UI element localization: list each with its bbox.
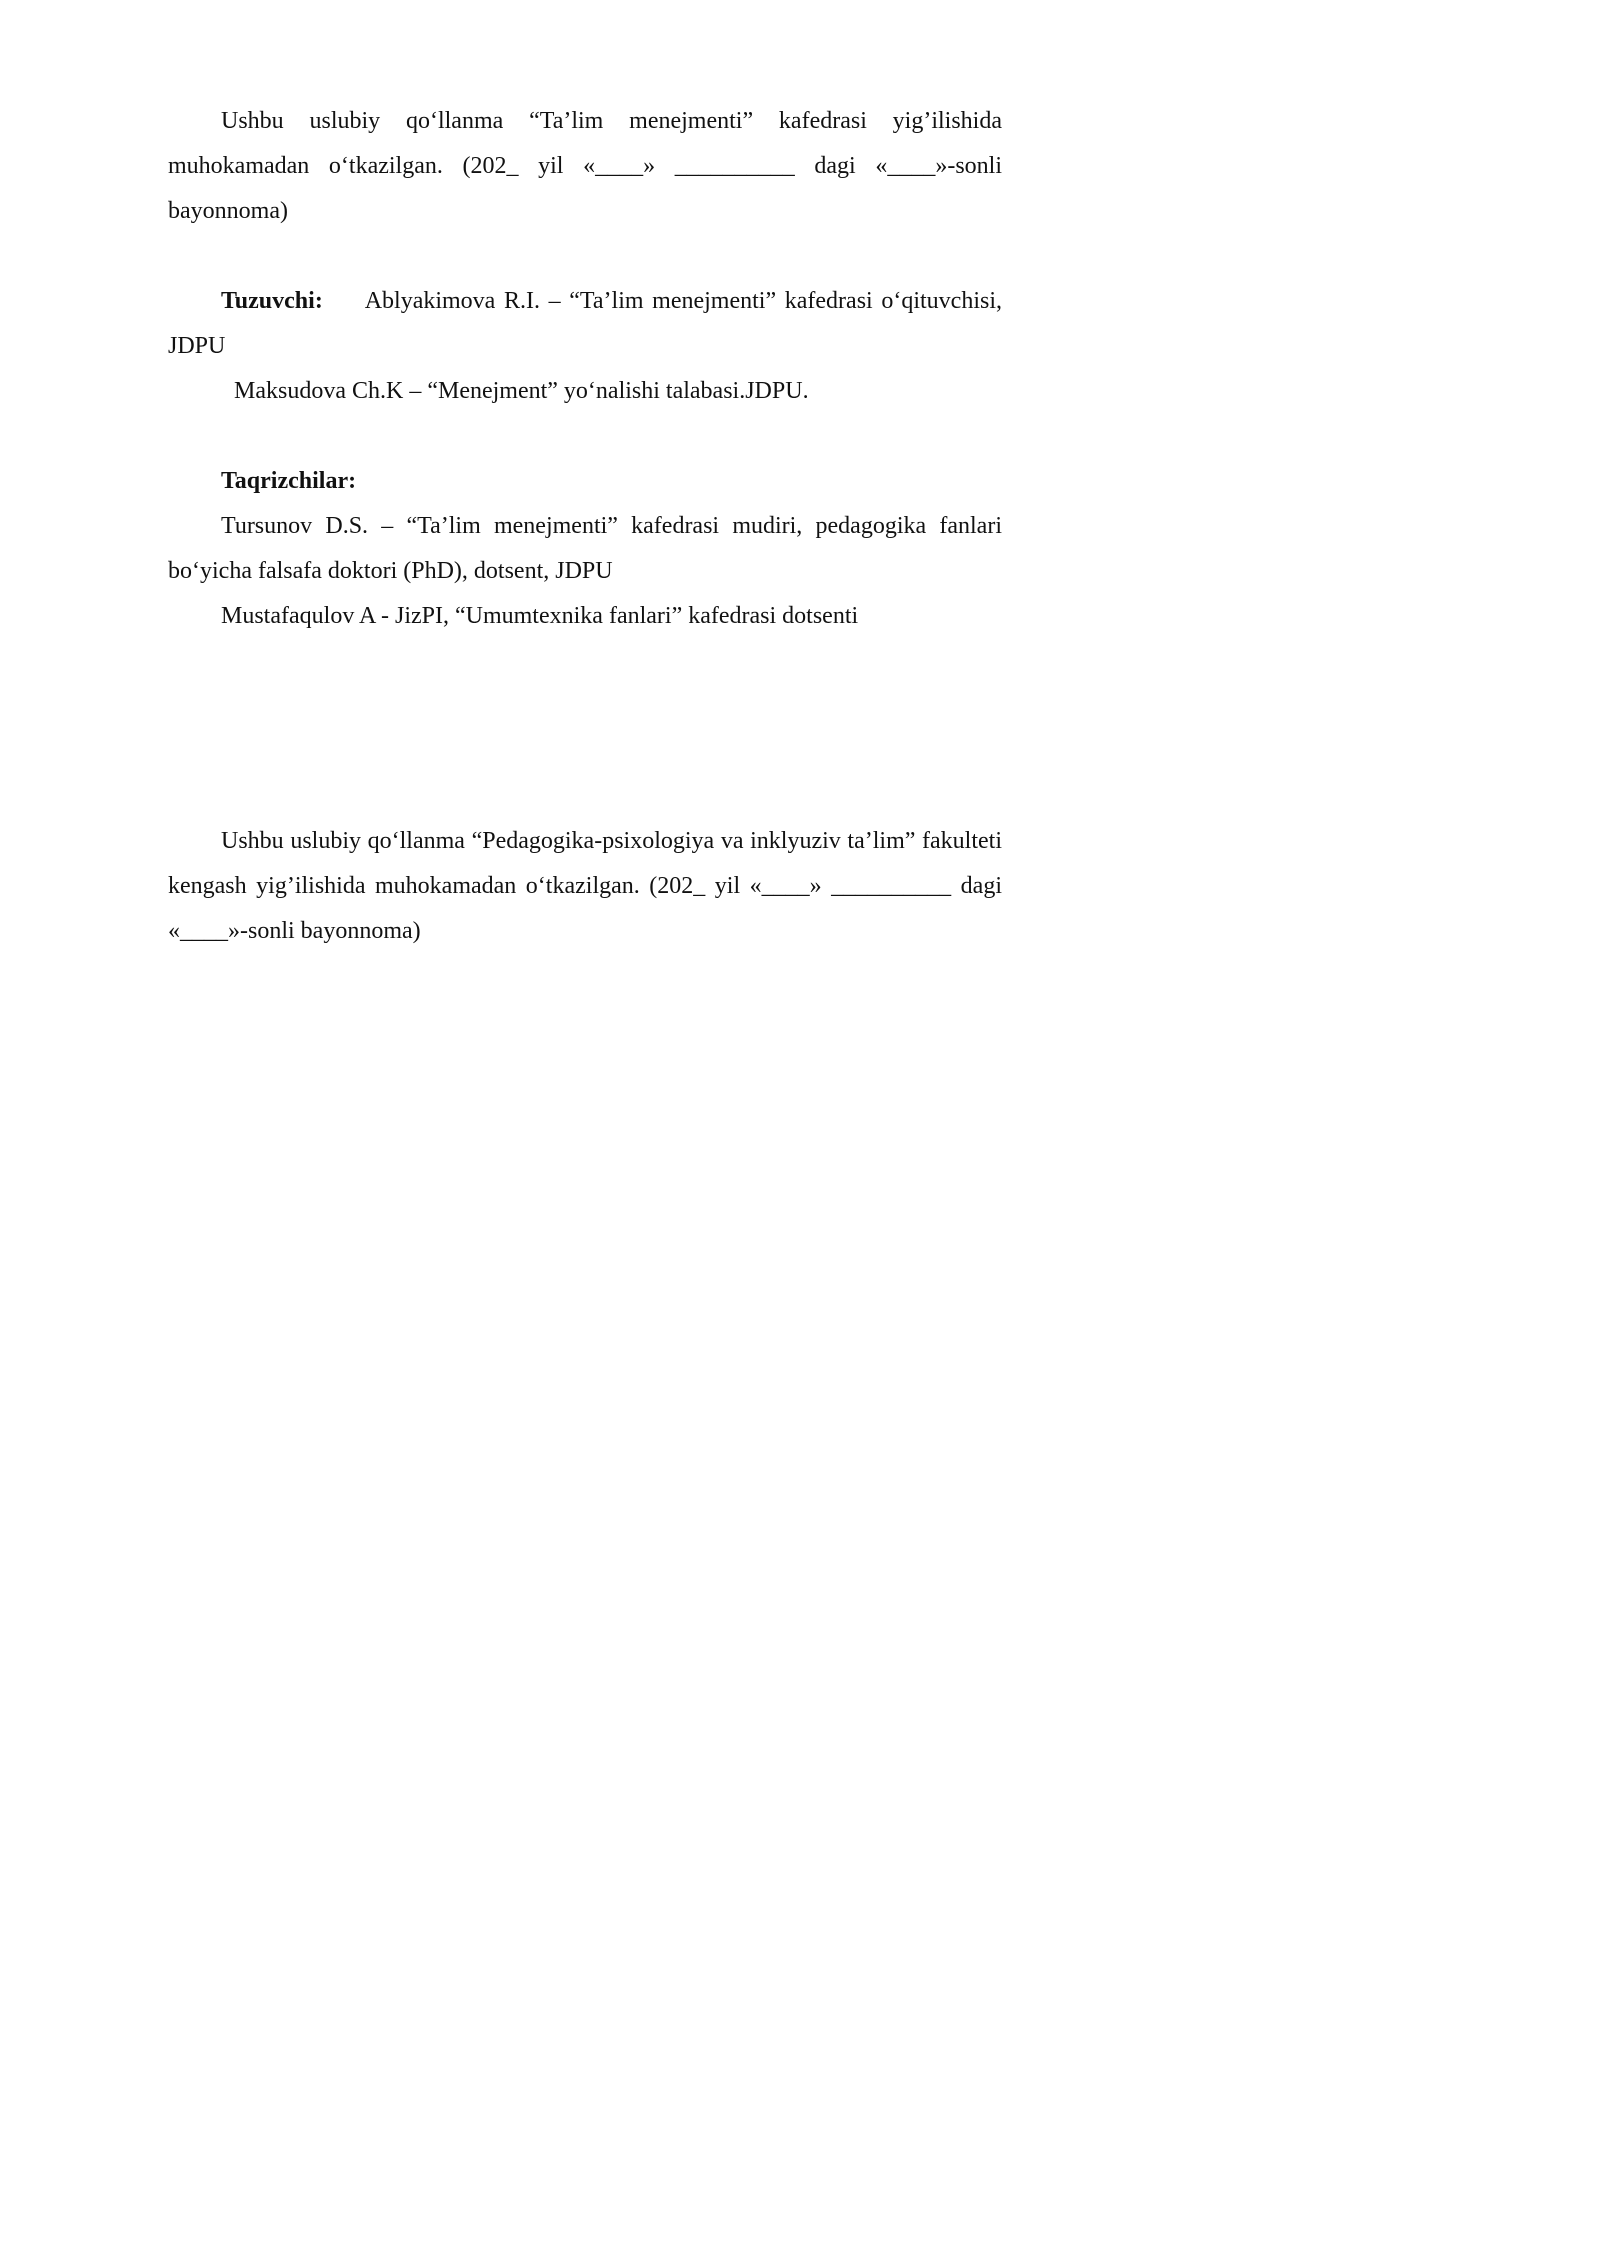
reviewers-label: Taqrizchilar: [221, 468, 357, 494]
reviewers-section [168, 459, 1002, 639]
department-discussion-paragraph: Ushbu uslubiy qo‘llanma “Ta’lim menejmenti” kafedrasi yig’ilishida muhokamadan o‘tkazilgan. (202_ yil «____» __________ dagi «____»-sonli bayonnoma) [168, 108, 1002, 224]
compiler-label: Tuzuvchi: [221, 288, 323, 314]
compiler-author-2: Maksudova Ch.K – “Menejment” yo‘nalishi talabasi.JDPU. [234, 378, 809, 404]
document-page [0, 0, 1100, 1556]
compiler-author-1: Ablyakimova R.I. – “Ta’lim menejmenti” kafedrasi o‘qituvchisi, JDPU [168, 288, 1002, 359]
reviewer-1: Tursunov D.S. – “Ta’lim menejmenti” kafedrasi mudiri, pedagogika fanlari bo‘yicha falsafa doktori (PhD), dotsent, JDPU [168, 513, 1002, 584]
reviewer-2: Mustafaqulov A - JizPI, “Umumtexnika fanlari” kafedrasi dotsenti [221, 603, 859, 629]
faculty-discussion-paragraph: Ushbu uslubiy qo‘llanma “Pedagogika-psixologiya va inklyuziv ta’lim” fakulteti kengash yig’ilishida muhokamadan o‘tkazilgan. (202_ yil «____» __________ dagi «____»-sonli bayonnoma) [168, 828, 1002, 944]
compiler-entry [168, 279, 1002, 369]
compiler-section [168, 279, 1002, 414]
